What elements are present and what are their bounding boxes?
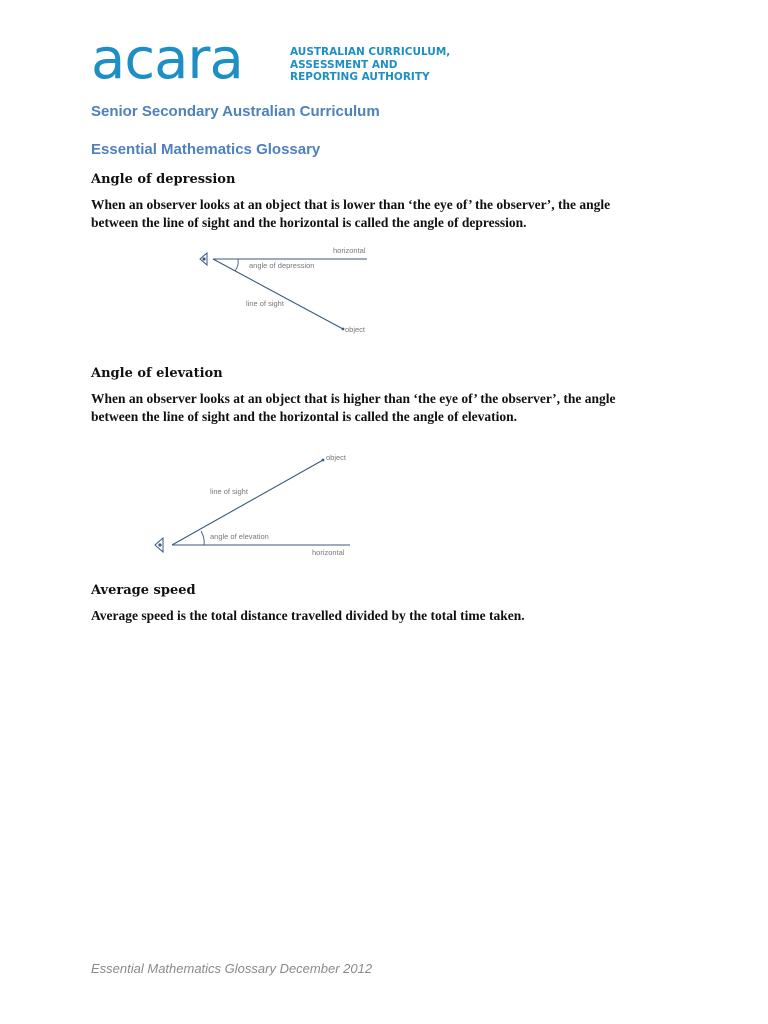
page-footer: Essential Mathematics Glossary December 2012 [91,961,373,976]
definition-angle-of-elevation: When an observer looks at an object that is higher than ‘the eye of’ the observer’, the angle between the line of sight and the horizontal is called the angle of elevation. [91,391,616,424]
angle-label: angle of elevation [210,532,269,541]
object-label: object [345,325,366,334]
logo-authority-line: REPORTING AUTHORITY [290,71,430,83]
definition-average-speed: Average speed is the total distance travelled divided by the total time taken. [91,608,525,623]
object-label: object [326,453,347,462]
term-angle-of-elevation: Angle of elevation [91,366,223,381]
horizontal-label: horizontal [312,548,345,557]
horizontal-label: horizontal [333,246,366,255]
logo-wordmark: acara [91,27,243,92]
glossary-title: Essential Mathematics Glossary [91,141,321,158]
eye-icon [200,253,207,265]
document-subtitle: Senior Secondary Australian Curriculum [91,103,380,120]
angle-arc [201,531,204,545]
definition-angle-of-depression: When an observer looks at an object that is lower than ‘the eye of’ the observer’, the angle between the line of sight and the horizontal is called the angle of depression. [91,197,611,230]
angle-of-elevation-diagram [150,448,360,563]
eye-icon [155,538,163,552]
logo-authority-line: ASSESSMENT AND [290,58,398,71]
angle-arc [235,259,238,271]
line-of-sight-label: line of sight [210,487,248,496]
logo-authority-line: AUSTRALIAN CURRICULUM, [290,46,451,58]
angle-label: angle of depression [249,261,315,270]
logo-authority-name [290,46,450,84]
angle-of-depression-diagram [193,240,378,340]
acara-logo [91,27,461,92]
term-angle-of-depression: Angle of depression [91,172,236,187]
line-of-sight-label: line of sight [246,299,284,308]
term-average-speed: Average speed [91,583,196,598]
